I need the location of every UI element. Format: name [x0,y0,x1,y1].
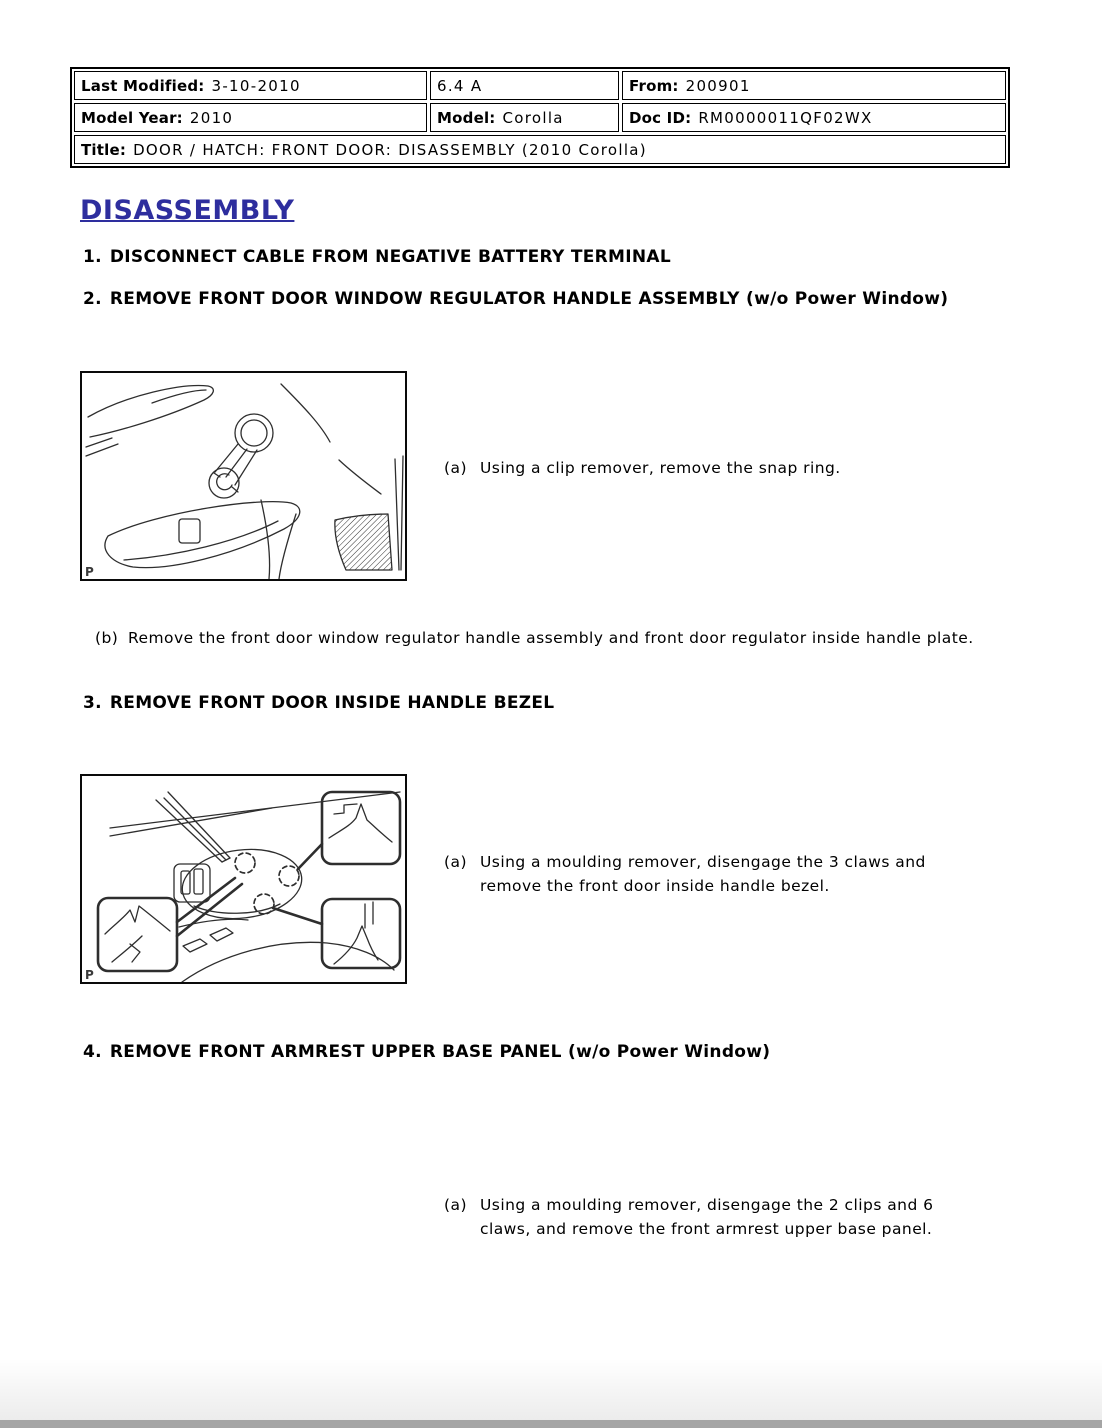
cell-model-year [74,103,427,132]
step-2-heading [83,288,948,310]
from-value: 200901 [685,77,751,95]
step-2a-marker: (a) [444,459,467,477]
model-value: Corolla [502,109,564,127]
step-2a-instruction [444,456,964,480]
step-3a-marker: (a) [444,853,467,871]
step-3a-instruction [444,850,950,898]
step-4a-marker: (a) [444,1196,467,1214]
step-3-heading [83,692,554,714]
model-year-value: 2010 [189,109,234,127]
doc-info-row-1 [74,71,1006,100]
doc-id-value: RM0000011QF02WX [698,109,873,127]
step-3-number: 3. [83,693,102,713]
page-title [80,195,294,226]
step-2b-instruction [95,626,988,650]
title-value: DOOR / HATCH: FRONT DOOR: DISASSEMBLY (2010 Corolla) [133,141,647,159]
step-4-title: REMOVE FRONT ARMREST UPPER BASE PANEL (w/o Power Window) [109,1042,771,1062]
cell-revision [430,71,619,100]
cell-doc-id [622,103,1006,132]
title-label: Title: [81,141,127,159]
cell-last-modified [74,71,427,100]
figure-window-regulator-handle [80,371,407,581]
step-3a-text: Using a moulding remover, disengage the 3 claws and remove the front door inside handle bezel. [480,853,926,895]
doc-id-label: Doc ID: [629,109,692,127]
window-bottom-edge-bar [0,1420,1102,1428]
step-1-heading [83,246,671,268]
step-1-number: 1. [83,247,102,267]
step-4-heading [83,1041,770,1063]
model-label: Model: [437,109,496,127]
step-1-title: DISCONNECT CABLE FROM NEGATIVE BATTERY TERMINAL [109,247,671,267]
step-4a-text: Using a moulding remover, disengage the 2 clips and 6 claws, and remove the front armrest upper base panel. [480,1196,934,1238]
step-2a-text: Using a clip remover, remove the snap ring. [480,459,841,477]
doc-info-table [70,67,1010,168]
model-year-label: Model Year: [81,109,183,127]
last-modified-value: 3-10-2010 [211,77,301,95]
step-3-title: REMOVE FRONT DOOR INSIDE HANDLE BEZEL [109,693,555,713]
step-4a-instruction [444,1193,970,1241]
from-label: From: [629,77,679,95]
cell-from [622,71,1006,100]
step-2b-text: Remove the front door window regulator handle assembly and front door regulator inside handle plate. [128,629,974,647]
step-4-number: 4. [83,1042,102,1062]
disassembly-heading-link[interactable]: DISASSEMBLY [80,195,295,226]
figure-2-corner-label: P [85,968,94,982]
last-modified-label: Last Modified: [81,77,205,95]
step-2b-marker: (b) [95,629,119,647]
figure-1-corner-label: P [85,565,94,579]
figure-inside-handle-bezel [80,774,407,984]
window-regulator-handle-line-art [82,373,405,579]
page-bottom-fade [0,1358,1102,1420]
cell-model [430,103,619,132]
cell-title [74,135,1006,164]
step-2-title: REMOVE FRONT DOOR WINDOW REGULATOR HANDLE ASSEMBLY (w/o Power Window) [109,289,949,309]
step-2-number: 2. [83,289,102,309]
doc-info-row-2 [74,103,1006,132]
revision-value: 6.4 A [437,77,483,95]
inside-handle-bezel-line-art [82,776,405,982]
